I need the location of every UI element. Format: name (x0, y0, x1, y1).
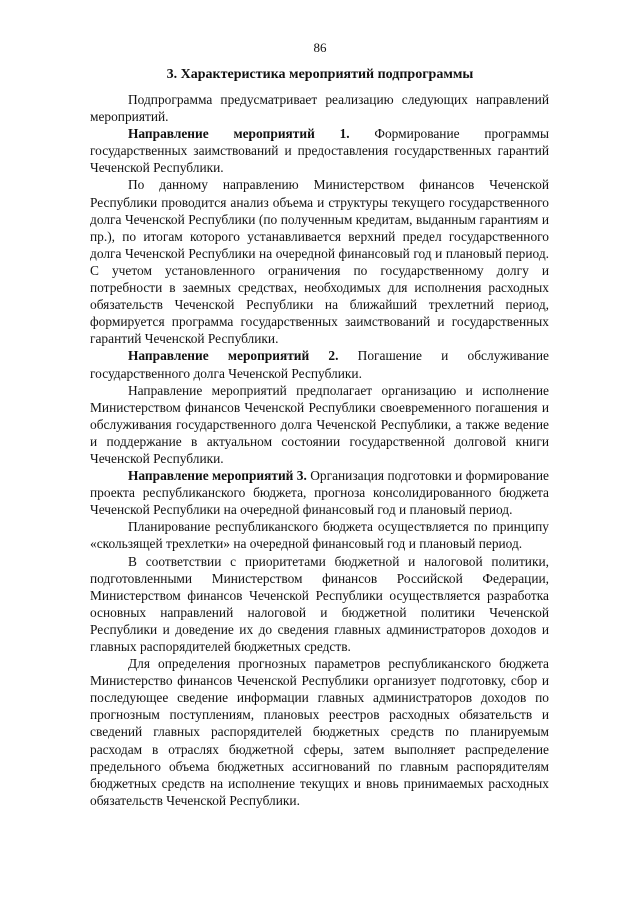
paragraph-direction-1 (90, 125, 549, 176)
direction-1-heading: Направление мероприятий 1. (128, 126, 350, 142)
paragraph-direction-1-details: По данному направлению Министерством финансов Чеченской Республики проводится анализ объема и структуры текущего государственного долга Чеченской Республики (по полученным кредитам, выданным гарантиям и пр.), по итогам которого устанавливается верхний предел государственного долга Чеченской Республики на очередной финансовый год и плановый период. С учетом установленного ограничения по государственному долгу и потребности в заемных средствах, необходимых для исполнения расходных обязательств Чеченской Республики на ближайший трехлетний период, формируется программа государственных заимствований и государственных гарантий Чеченской Республики. (90, 177, 549, 347)
direction-2-heading: Направление мероприятий 2. (128, 348, 339, 364)
page-number: 86 (313, 40, 327, 55)
section-title: 3. Характеристика мероприятий подпрограммы (166, 67, 474, 82)
paragraph-budget-planning: Планирование республиканского бюджета осуществляется по принципу «скользящей трехлетки» на очередной финансовый год и плановый период. (90, 519, 549, 552)
body-text (90, 91, 549, 809)
paragraph-direction-2 (90, 347, 549, 381)
paragraph-direction-3 (90, 467, 549, 518)
paragraph-forecast-parameters: Для определения прогнозных параметров республиканского бюджета Министерство финансов Чеченской Республики организует подготовку, сбор и последующее сведение информации главных администраторов доходов по прогнозным поступлениям, плановых реестров расходных обязательств и сведений главных распорядителей бюджетных средств по планируемым расходам в отраслях бюджетной сферы, затем выполняет распределение предельного объема бюджетных ассигнований по главным распорядителям бюджетных средств на исполнение текущих и вновь принимаемых расходных обязательств Чеченской Республики. (90, 656, 549, 808)
direction-3-heading: Направление мероприятий 3. (128, 468, 307, 484)
paragraph-policy-priorities: В соответствии с приоритетами бюджетной и налоговой политики, подготовленными Министерством финансов Российской Федерации, Министерством финансов Чеченской Республики осуществляется разработка основных направлений налоговой и бюджетной политики Чеченской Республики и доведение их до сведения главных администраторов доходов и главных распорядителей бюджетных средств. (90, 553, 549, 654)
direction-2-text: Погашение и обслуживание государственного долга Чеченской Республики. (90, 348, 549, 381)
direction-3-text: Организация подготовки и формирование проекта республиканского бюджета, прогноза консолидированного бюджета Чеченской Республики на очередной финансовый год и плановый период. (90, 468, 549, 518)
paragraph-intro: Подпрограмма предусматривает реализацию следующих направлений мероприятий. (90, 92, 549, 125)
direction-1-text: Формирование программы государственных заимствований и предоставления государственных гарантий Чеченской Республики. (90, 126, 549, 176)
paragraph-direction-2-details: Направление мероприятий предполагает организацию и исполнение Министерством финансов Чеченской Республики своевременного погашения и обслуживания государственного долга Чеченской Республики, а также ведение и поддержание в актуальном состоянии государственной долговой книги Чеченской Республики. (90, 382, 549, 466)
